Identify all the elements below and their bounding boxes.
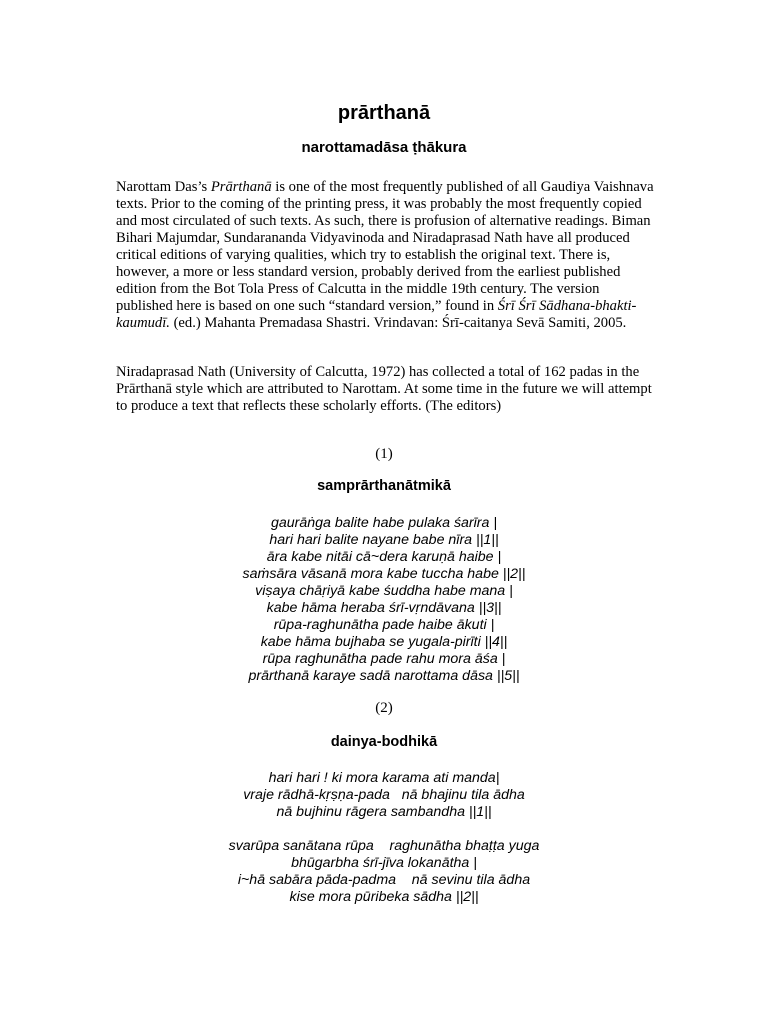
intro-italic-source: Śrī Śrī Sādhana-bhakti-kaumudī. xyxy=(116,298,637,331)
verse-block xyxy=(0,770,768,821)
verse-line: kabe hāma heraba śrī-vṛndāvana ||3|| xyxy=(266,600,502,616)
intro-text: (ed.) Mahanta Premadasa Shastri. Vrindavan: Śrī-caitanya Sevā Samiti, 2005. xyxy=(169,315,627,331)
verse-line: prārthanā karaye sadā narottama dāsa ||5|| xyxy=(248,668,520,684)
intro-text: is one of the most frequently published of all Gaudiya Vaishnava texts. Prior to the coming of the printing press, it was probably the most frequently copied and most circulated of such texts. As such, there is profusion of alternative readings. Biman Bihari Majumdar, Sundarananda Vidyavinoda and Niradaprasad Nath have all produced critical editions of varying qualities, which try to establish the original text. There is, however, a more or less standard version, probably derived from the earliest published edition from the Bot Tola Press of Calcutta in the middle 19th century. The version published here is based on one such “standard version,” found in xyxy=(116,179,654,314)
verse-line: viṣaya chāṛiyā kabe śuddha habe mana | xyxy=(255,583,513,599)
verse-line: nā bujhinu rāgera sambandha ||1|| xyxy=(276,804,492,820)
intro-text: Narottam Das’s xyxy=(116,179,211,195)
intro-italic-title: Prārthanā xyxy=(210,179,272,195)
verse-line: kabe hāma bujhaba se yugala-pirīti ||4|| xyxy=(260,634,508,650)
intro-paragraph-2: Niradaprasad Nath (University of Calcutta, 1972) has collected a total of 162 padas in the Prārthanā style which are attributed to Narottam. At some time in the future we will attempt to produce a text that reflects these scholarly efforts. (The editors) xyxy=(116,364,652,414)
verse-line: hari hari ! ki mora karama ati manda| xyxy=(268,770,500,786)
verse-line: rūpa raghunātha pade rahu mora āśa | xyxy=(262,651,506,667)
verse-line: i~hā sabāra pāda-padma nā sevinu tila ādha xyxy=(237,872,531,888)
page-title: prārthanā xyxy=(337,102,431,124)
section-number: (1) xyxy=(375,446,393,462)
verse-block xyxy=(0,838,768,906)
verse-line: vraje rādhā-kṛṣṇa-pada nā bhajinu tila ādha xyxy=(243,787,525,803)
verse-line: bhūgarbha śrī-jīva lokanātha | xyxy=(291,855,477,871)
verse-line: hari hari balite nayane babe nīra ||1|| xyxy=(269,532,499,548)
author-heading: narottamadāsa ṭhākura xyxy=(301,139,467,156)
verse-block xyxy=(0,515,768,685)
section-heading: dainya-bodhikā xyxy=(330,734,438,750)
intro-paragraph-1 xyxy=(116,179,656,332)
verse-line: rūpa-raghunātha pade haibe ākuti | xyxy=(273,617,495,633)
verse-line: gaurāṅga balite habe pulaka śarīra | xyxy=(270,515,498,531)
verse-line: svarūpa sanātana rūpa raghunātha bhaṭṭa yuga xyxy=(228,838,540,854)
verse-line: saṁsāra vāsanā mora kabe tuccha habe ||2|| xyxy=(242,566,526,582)
verse-line: āra kabe nitāi cā~dera karuṇā haibe | xyxy=(266,549,502,565)
verse-line: kise mora pūribeka sādha ||2|| xyxy=(289,889,479,905)
section-number: (2) xyxy=(375,700,393,716)
section-heading: samprārthanātmikā xyxy=(317,478,451,494)
